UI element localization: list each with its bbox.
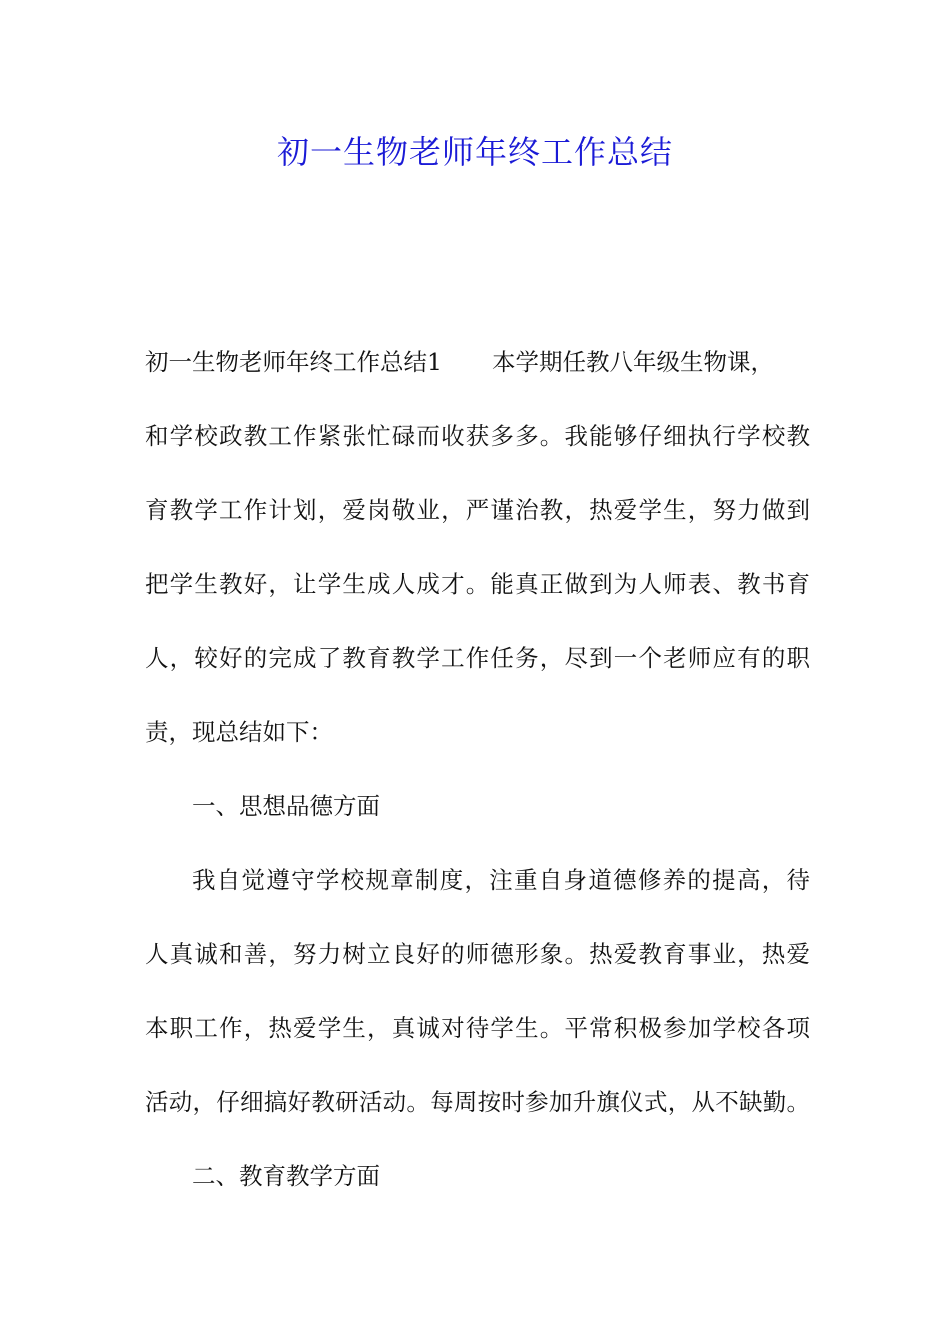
paragraph-line: 人真诚和善，努力树立良好的师德形象。热爱教育事业，热爱: [145, 940, 810, 968]
paragraph-line: 我自觉遵守学校规章制度，注重自身道德修养的提高，待: [192, 866, 810, 894]
section-heading: 二、教育教学方面: [192, 1162, 380, 1190]
paragraph-line: 本职工作，热爱学生，真诚对待学生。平常积极参加学校各项: [145, 1014, 810, 1042]
paragraph-line: 和学校政教工作紧张忙碌而收获多多。我能够仔细执行学校教: [145, 422, 810, 450]
paragraph-line: 育教学工作计划，爱岗敬业，严谨治教，热爱学生，努力做到: [145, 496, 810, 524]
paragraph-line: 活动，仔细搞好教研活动。每周按时参加升旗仪式，从不缺勤。: [145, 1088, 810, 1116]
document-title: 初一生物老师年终工作总结: [276, 133, 673, 171]
paragraph-text: 本学期任教八年级生物课，: [491, 348, 774, 376]
section-heading-inline: 初一生物老师年终工作总结1: [145, 348, 442, 376]
paragraph-line: [145, 342, 810, 382]
paragraph-line: 把学生教好，让学生成人成才。能真正做到为人师表、教书育: [145, 570, 810, 598]
paragraph-line: 人，较好的完成了教育教学工作任务，尽到一个老师应有的职: [145, 644, 810, 672]
paragraph-line: 责，现总结如下：: [145, 718, 333, 746]
section-heading: 一、思想品德方面: [192, 792, 380, 820]
